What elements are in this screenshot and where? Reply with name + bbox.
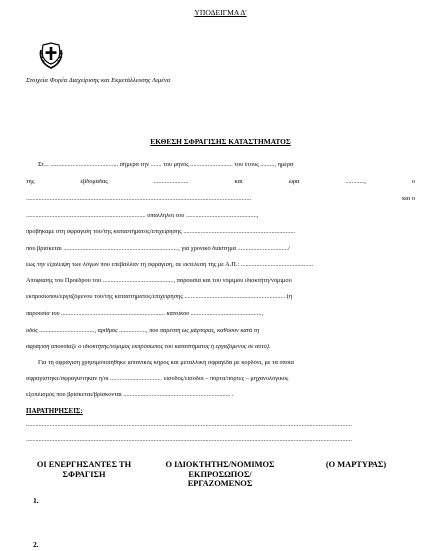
specimen-label: ΥΠΟΔΕΙΓΜΑ Δ' — [194, 8, 247, 17]
form-line-6: που βρίσκεται ........................................................................., για χρονικό διάστημα ................................/ — [26, 246, 290, 252]
signature-heading-line: Ο ΙΔΙΟΚΤΗΤΗΣ/ΝΟΜΙΜΟΣ — [165, 460, 275, 469]
form-line-5: προβήκαμε στη σφράγιση του/της καταστήματος/επιχείρησης ....................................................................... — [26, 229, 296, 235]
form-line-2 — [26, 179, 415, 185]
form-line-7: έως την εξάλειψη των λόγων που επέβαλλαν τη σφράγιση, σε εκτέλεση της με Α.Π.: .............................................. — [26, 262, 314, 268]
form-line-2-word: και — [234, 179, 243, 185]
greek-coat-of-arms-icon — [39, 42, 63, 70]
form-line-2-word: ...................... — [153, 179, 189, 185]
signature-officials-heading — [22, 460, 146, 479]
remarks-title: ΠΑΡΑΤΗΡΗΣΕΙΣ: — [26, 407, 83, 415]
signature-number: 2. — [33, 540, 39, 549]
form-line-2-word: ............, — [345, 179, 366, 185]
signature-heading-line: ΕΚΠΡΟΣΩΠΟΣ/ — [188, 469, 252, 479]
form-line-2-word: ο — [411, 179, 415, 185]
signature-heading-line: ΟΙ ΕΝΕΡΓΗΣΑΝΤΕΣ ΤΗ — [36, 460, 132, 469]
entity-line: Στοιχεία Φορέα Διαχείρισης και Εκμετάλλευσης Λιμένα — [26, 77, 171, 84]
remarks-line: ............................................................................................................................................................................................................... — [26, 437, 352, 443]
form-line-12: σφράγιση απουσίαζε ο ιδιοκτήτης/νόμιμος εκπρόσωπος του καταστήματος ή εργαζόμενος σε αυτό). — [26, 344, 271, 350]
remarks-line: ............................................................................................................................................................................................................... — [26, 422, 352, 428]
signature-heading-line: ΕΡΓΑΖΟΜΕΝΟΣ — [187, 479, 253, 489]
form-line-2-word: εβδομάδας — [80, 179, 108, 185]
form-line-3 — [26, 196, 415, 202]
form-line-8: Απόφασης του Προέδρου του ............................................., παρουσία και του νόμιμου ιδιοκτήτη/νόμιμου — [26, 278, 292, 284]
form-line-4: ............................................................................ υπάλληλοι του ............................................., — [26, 213, 259, 219]
signature-heading-line: ΣΦΡΑΓΙΣΗ — [62, 469, 106, 479]
doc-title: ΕΚΘΕΣΗ ΣΦΡΑΓΙΣΗΣ ΚΑΤΑΣΤΗΜΑΤΟΣ — [150, 137, 291, 146]
form-line-1: Στ... ........................................... σήμερα την ....... του μηνός ........................... του έτους ........., ημέρα — [38, 162, 294, 168]
form-line-3-dots: ............................................................................................................................................... — [26, 196, 252, 202]
form-line-13: Για τη σφράγιση χρησιμοποιήθηκε ισπανικός κήρος και μεταλλική σφραγίδα με κορδόνι, με τα οποία — [38, 360, 294, 366]
form-line-14: σφραγίστηκε/σφραγίστηκαν η/οι ................................. είσοδος/είσοδοι – πόρτα/πόρτες – μηχανολογικός — [26, 376, 289, 382]
form-line-9: εκπροσώπου/εργαζόμενου του/της καταστήματος/επιχείρησης ................................................................ (ή — [26, 294, 293, 300]
signature-witness-heading: (Ο ΜΑΡΤΥΡΑΣ) — [325, 460, 387, 469]
form-line-15: εξοπλισμός που βρίσκεται/βρίσκονται .................................................................... . — [26, 392, 234, 398]
signature-number: 1. — [33, 496, 39, 505]
form-line-2-word: της — [26, 179, 35, 185]
form-line-11: οδός ..................................., αριθμός ................., που παρέστη ως μάρτυρας, καθόσον κατά τη — [26, 328, 260, 334]
form-line-3-end: και ο — [402, 196, 415, 202]
signature-owner-heading — [150, 460, 290, 489]
form-line-2-word: ώρα — [288, 179, 300, 185]
form-line-10: παρουσία του .................................................................. κατοίκου ............................................., — [26, 311, 264, 317]
